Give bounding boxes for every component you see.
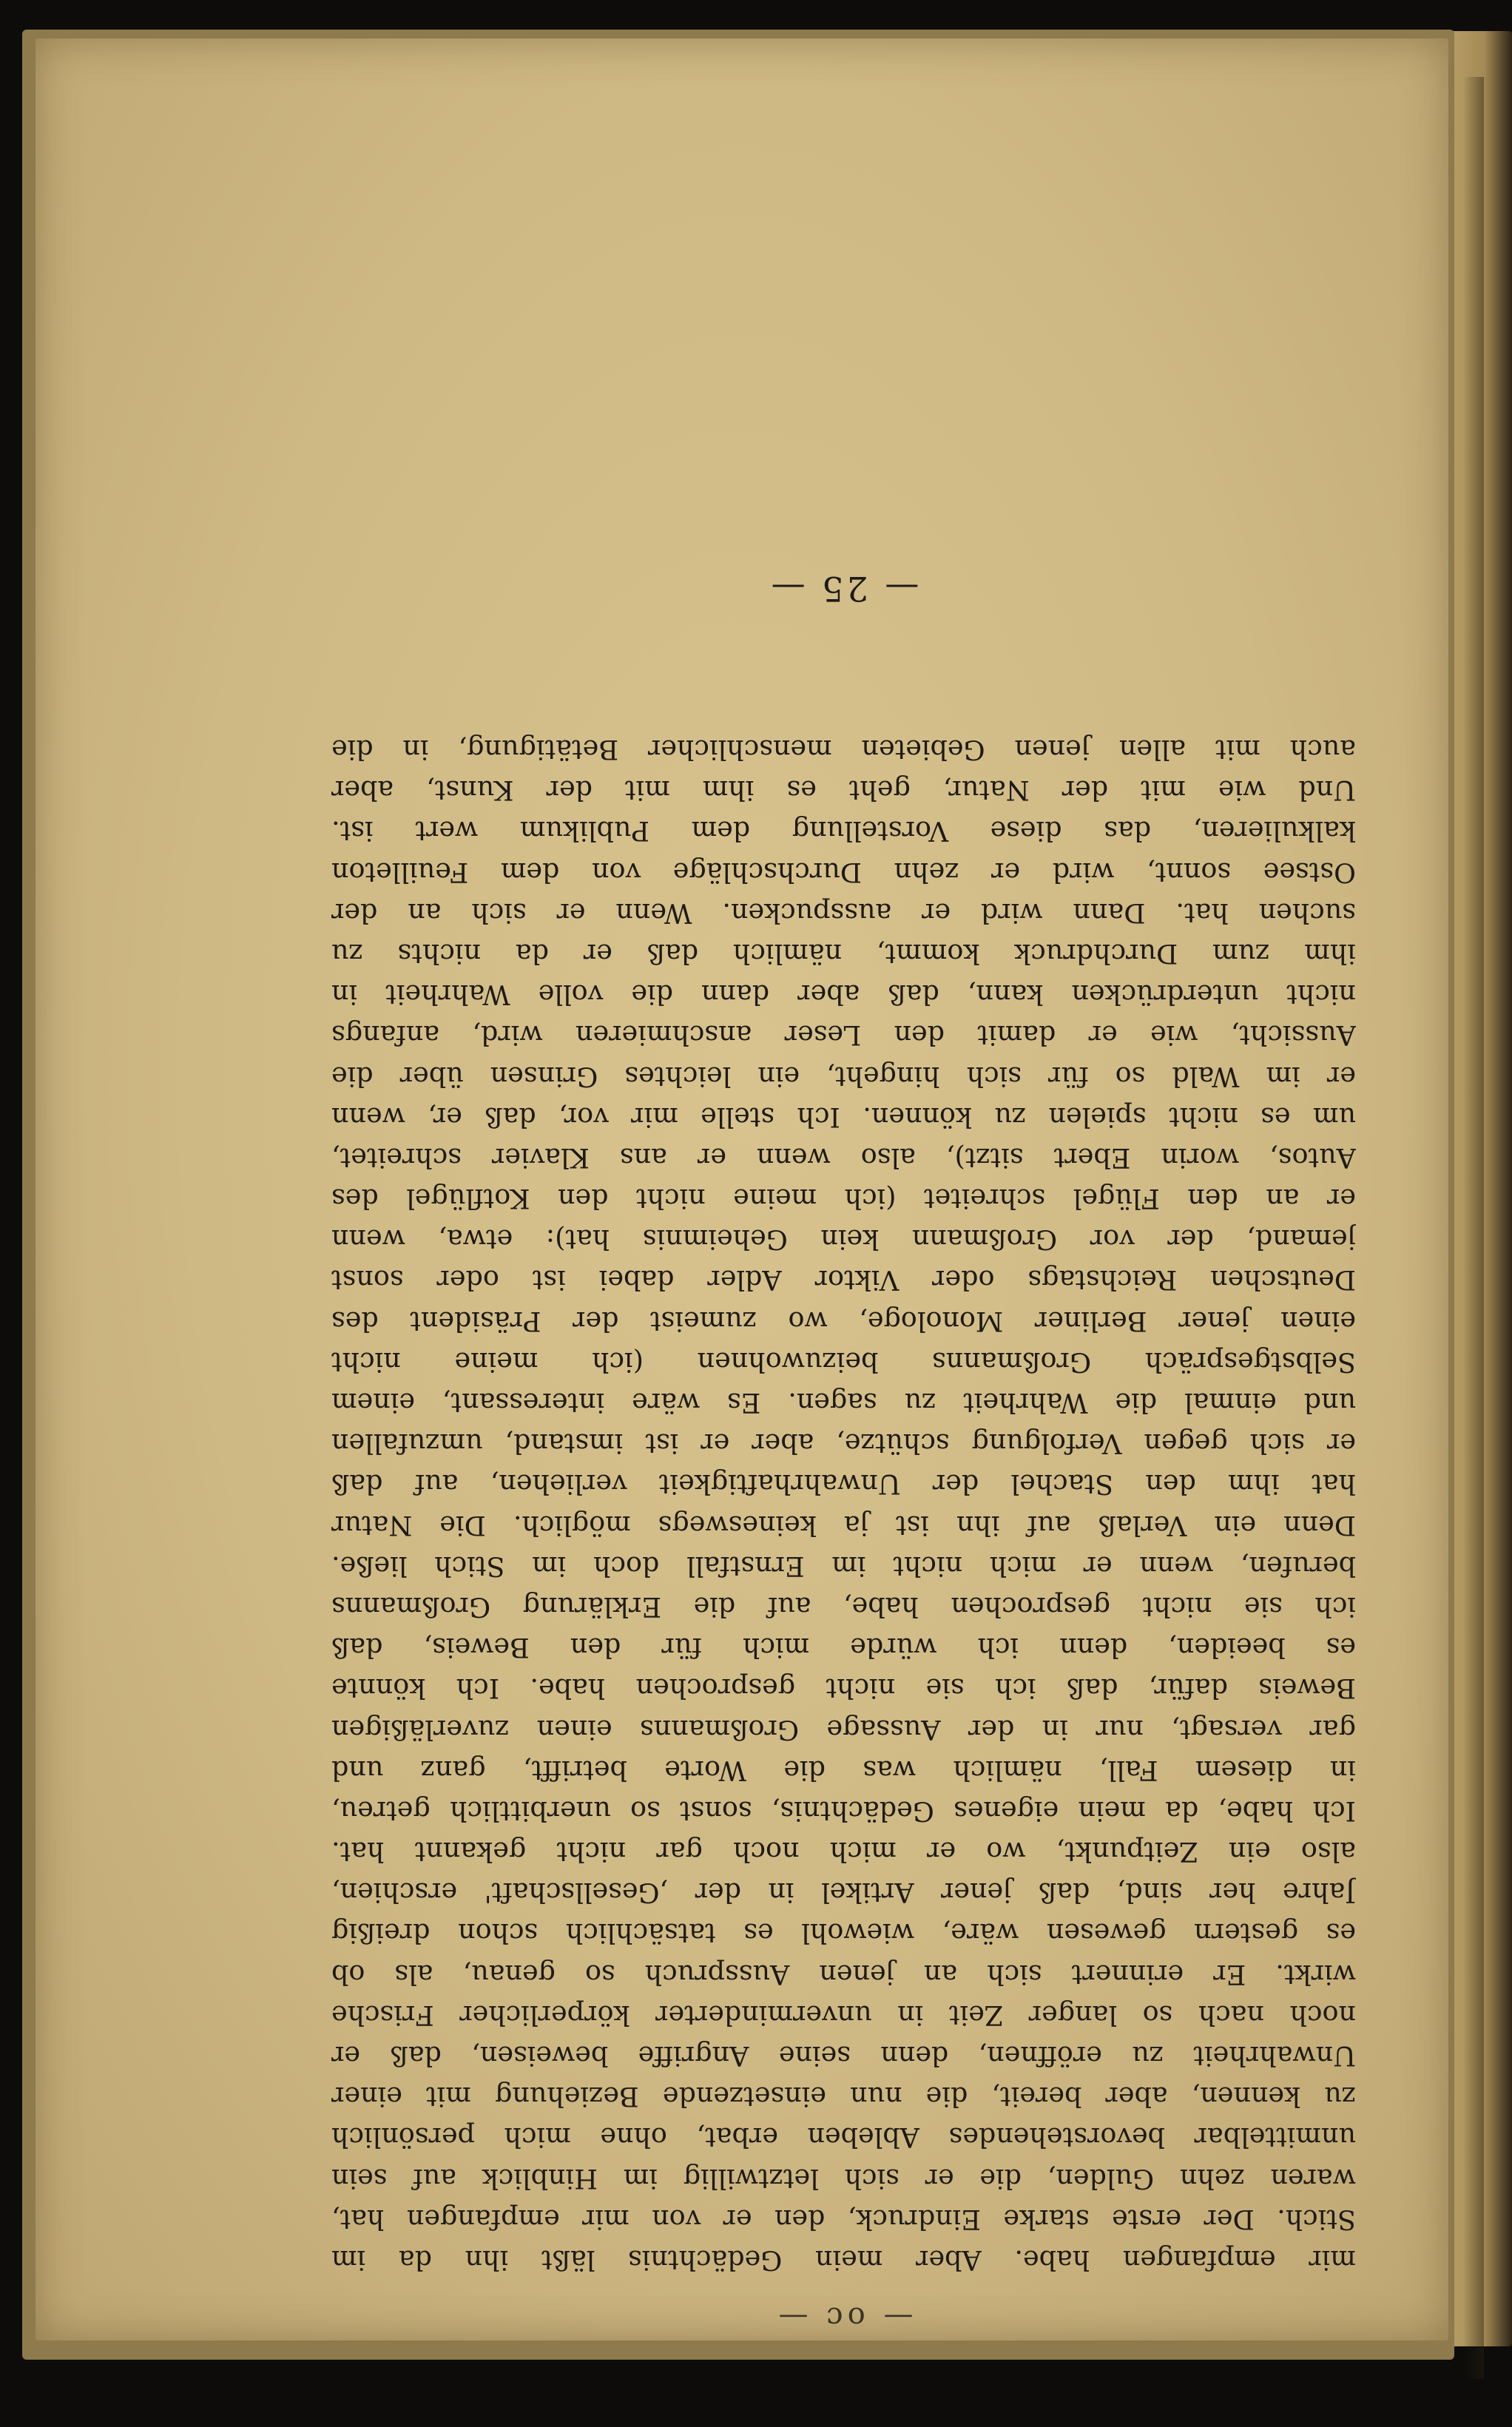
text-line: unmittelbar bevorstehendes Ableben erbat, ohne mich persönlich xyxy=(331,2121,1356,2154)
text-line: wirkt. Er erinnert sich an jenen Ausspruch so genau, als ob xyxy=(331,1958,1356,1991)
text-body xyxy=(331,729,1356,2281)
text-line: es gestern gewesen wäre, wiewohl es tatsächlich schon dreißig xyxy=(331,1917,1356,1950)
text-line: er an den Flügel schreitet (ich meine nicht den Kotflügel des xyxy=(331,1183,1356,1215)
page-number: — 25 — xyxy=(768,568,919,609)
text-line: Aussicht, wie er damit den Leser anschmieren wird, anfangs xyxy=(331,1019,1356,1052)
text-line: berufen, wenn er mich nicht im Ernstfall doch im Stich ließe. xyxy=(331,1550,1356,1582)
text-line: Stich. Der erste starke Eindruck, den er von mir empfangen hat, xyxy=(331,2203,1356,2235)
page-content-upside-down xyxy=(331,435,1356,2340)
text-line: suchen hat. Dann wird er ausspucken. Wenn er sich an der xyxy=(331,897,1356,929)
text-line: um es nicht spielen zu können. Ich stelle mir vor, daß er, wenn xyxy=(331,1101,1356,1133)
text-line: einen jener Berliner Monologe, wo zumeist der Präsident des xyxy=(331,1305,1356,1337)
text-line: nicht unterdrücken kann, daß aber dann die volle Wahrheit in xyxy=(331,979,1356,1011)
text-line: zu kennen, aber bereit, die nun einsetzende Beziehung mit einer xyxy=(331,2081,1356,2113)
text-line: gar versagt, nur in der Aussage Großmanns einen zuverläßigen xyxy=(331,1713,1356,1746)
text-line: auch mit allen jenen Gebieten menschlicher Betätigung, in die xyxy=(331,734,1356,766)
text-line: Ostsee sonnt, wird er zehn Durchschläge von dem Feuilleton xyxy=(331,856,1356,888)
text-line: kalkulieren, das diese Vorstellung dem Publikum wert ist. xyxy=(331,815,1356,848)
text-line: Selbstgespräch Großmanns beizuwohnen (ich meine nicht xyxy=(331,1346,1356,1378)
text-line: Beweis dafür, daß ich sie nicht gesprochen habe. Ich könnte xyxy=(331,1672,1356,1705)
text-line: Denn ein Verlaß auf ihn ist ja keineswegs möglich. Die Natur xyxy=(331,1509,1356,1542)
text-line: Deutschen Reichstags oder Viktor Adler dabei ist oder sonst xyxy=(331,1264,1356,1297)
text-line: also ein Zeitpunkt, wo er mich noch gar nicht gekannt hat. xyxy=(331,1836,1356,1869)
text-line: Und wie mit der Natur, geht es ihm mit der Kunst, aber xyxy=(331,774,1356,807)
text-line: er im Wald so für sich hingeht, ein leichtes Grinsen über die xyxy=(331,1060,1356,1093)
text-line: und einmal die Wahrheit zu sagen. Es wäre interessant, einem xyxy=(331,1387,1356,1420)
text-line: noch nach so langer Zeit in unverminderter körperlicher Frische xyxy=(331,1999,1356,2031)
text-line: hat ihm den Stachel der Unwahrhaftigkeit verliehen, auf daß xyxy=(331,1468,1356,1501)
text-line: er sich gegen Verfolgung schütze, aber er ist imstand, umzufallen xyxy=(331,1428,1356,1460)
text-line: in diesem Fall, nämlich was die Worte betrifft, ganz und xyxy=(331,1754,1356,1786)
text-line: Autos, worin Ebert sitzt), also wenn er ans Klavier schreitet, xyxy=(331,1141,1356,1174)
text-line: Unwahrheit zu eröffnen, denn seine Angriffe beweisen, daß er xyxy=(331,2040,1356,2073)
text-line: waren zehn Gulden, die er sich letztwillig im Hinblick auf sein xyxy=(331,2162,1356,2195)
text-line: ihm zum Durchdruck kommt, nämlich daß er da nichts zu xyxy=(331,938,1356,970)
text-line: mir empfangen habe. Aber mein Gedächtnis läßt ihn da im xyxy=(331,2244,1356,2276)
text-line: es beeiden, denn ich würde mich für den Beweis, daß xyxy=(331,1632,1356,1664)
top-ornament: — oc — xyxy=(774,2301,914,2335)
text-line: Ich habe, da mein eigenes Gedächtnis, sonst so unerbittlich getreu, xyxy=(331,1795,1356,1827)
text-line: ich sie nicht gesprochen habe, auf die Erklärung Großmanns xyxy=(331,1591,1356,1623)
text-line: Jahre her sind, daß jener Artikel in der ‚Gesellschaft' erschien, xyxy=(331,1877,1356,1909)
spine-shadow xyxy=(1463,77,1484,2379)
text-line: jemand, der vor Großmann kein Geheimnis hat): etwa, wenn xyxy=(331,1223,1356,1256)
